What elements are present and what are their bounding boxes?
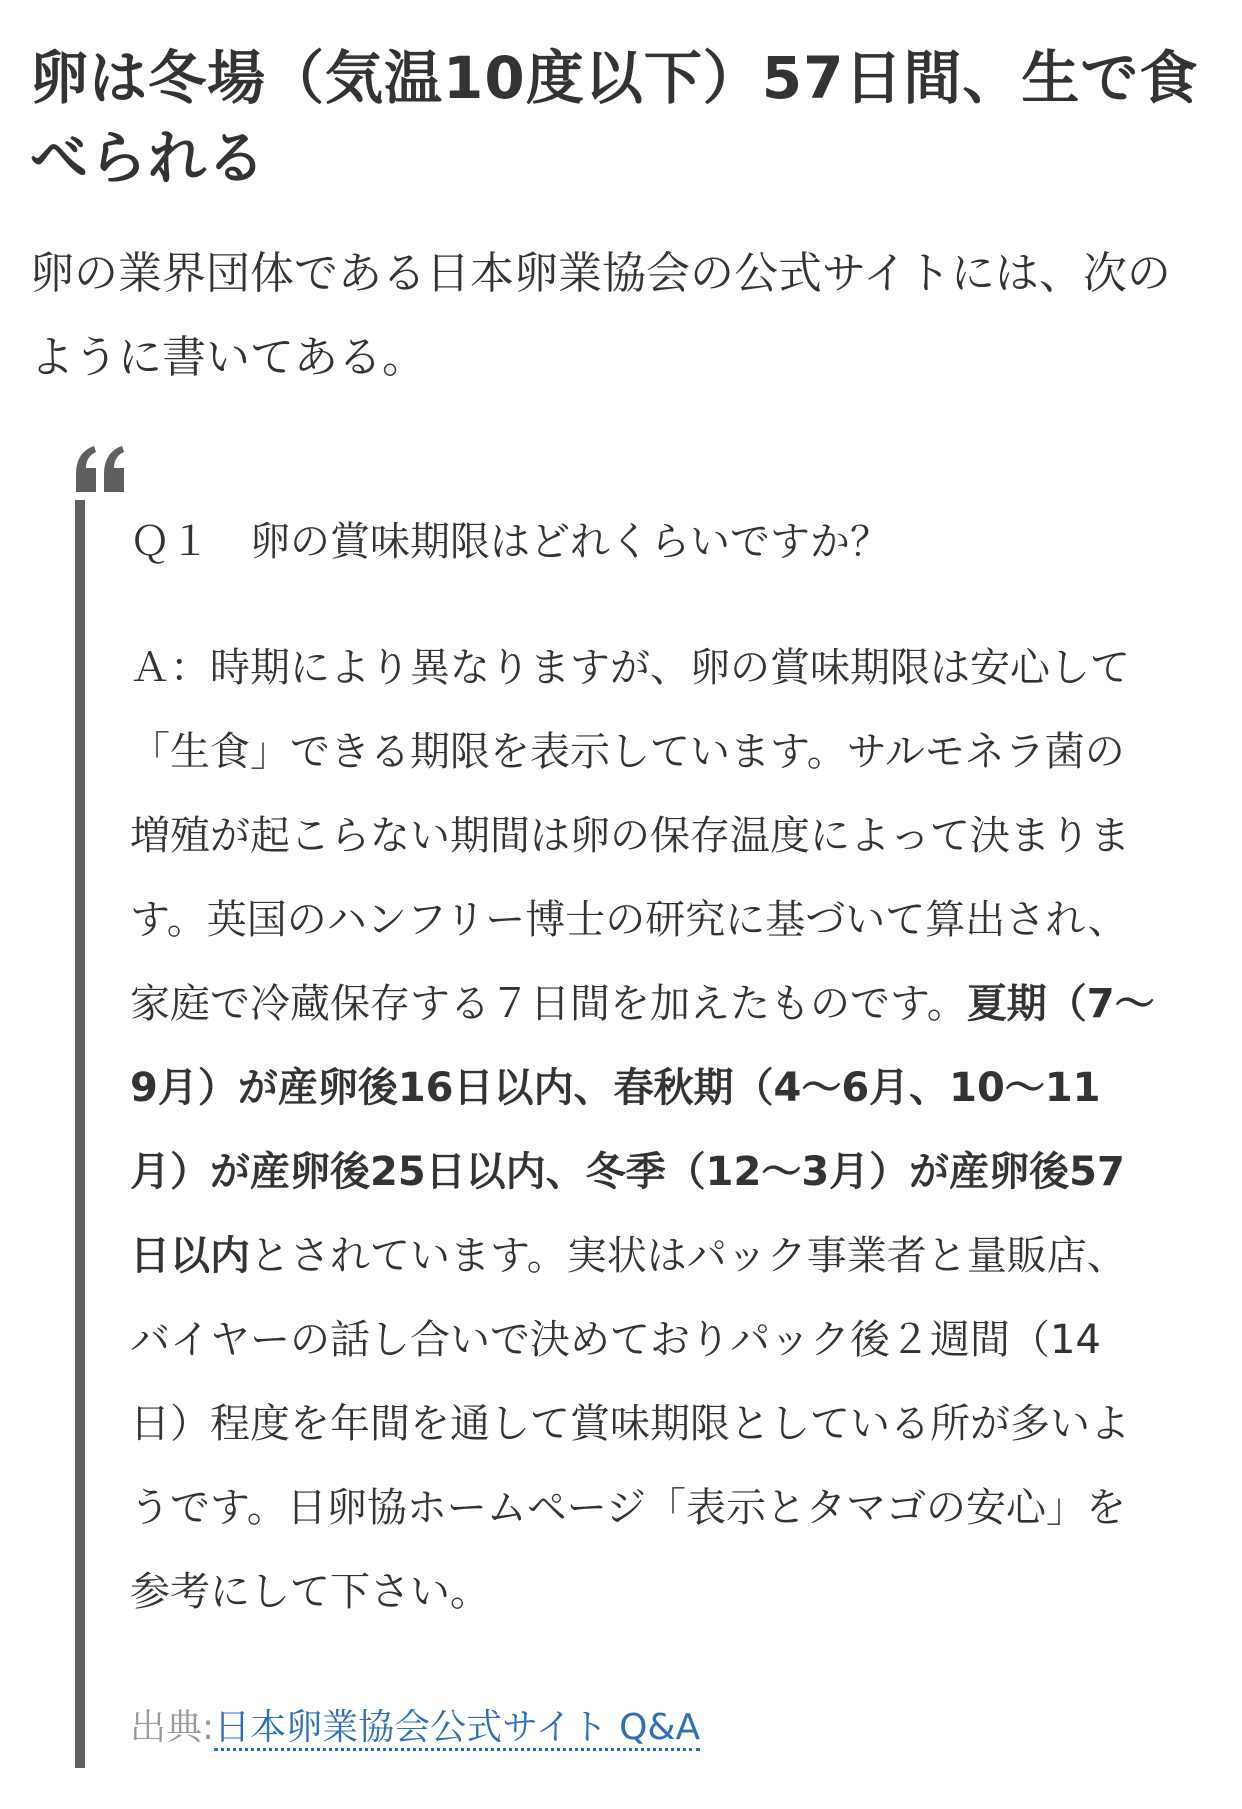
article-heading: 卵は冬場（気温10度以下）57日間、生で食べられる xyxy=(30,44,1199,192)
intro-paragraph: 卵の業界団体である日本卵業協会の公式サイトには、次のように書いてある。 xyxy=(30,248,1171,383)
answer-bold-text: 夏期（7〜9月）が産卵後16日以内、春秋期（4〜6月、10〜11月）が産卵後25日以内、冬季（12〜3月）が産卵後57日以内 xyxy=(130,981,1155,1279)
question-text: Ｑ１ 卵の賞味期限はどれくらいですか？ xyxy=(130,519,890,565)
answer-part1: Ａ：時期により異なりますが、卵の賞味期限は安心して「生食」できる期限を表示しています。サルモネラ菌の増殖が起こらない期間は卵の保存温度によって決まります。英国のハンフリー博士の研究に基づいて算出され、家庭で冷蔵保存する７日間を加えたものです。 xyxy=(130,645,1130,1027)
blockquote-bar xyxy=(75,500,85,1768)
blockquote xyxy=(130,502,1160,1634)
quote-mark-icon xyxy=(72,442,128,494)
source-citation xyxy=(130,1700,700,1756)
source-label: 出典: xyxy=(130,1707,215,1748)
answer-part2: とされています。実状はパック事業者と量販店、バイヤーの話し合いで決めておりパック後２週間（14日）程度を年間を通して賞味期限としている所が多いようです。日卵協ホームページ「表示とタマゴの安心」を参考にして下さい。 xyxy=(130,1233,1130,1615)
answer-text xyxy=(130,626,1160,1634)
source-link[interactable]: 日本卵業協会公式サイト Q&A xyxy=(214,1707,700,1751)
